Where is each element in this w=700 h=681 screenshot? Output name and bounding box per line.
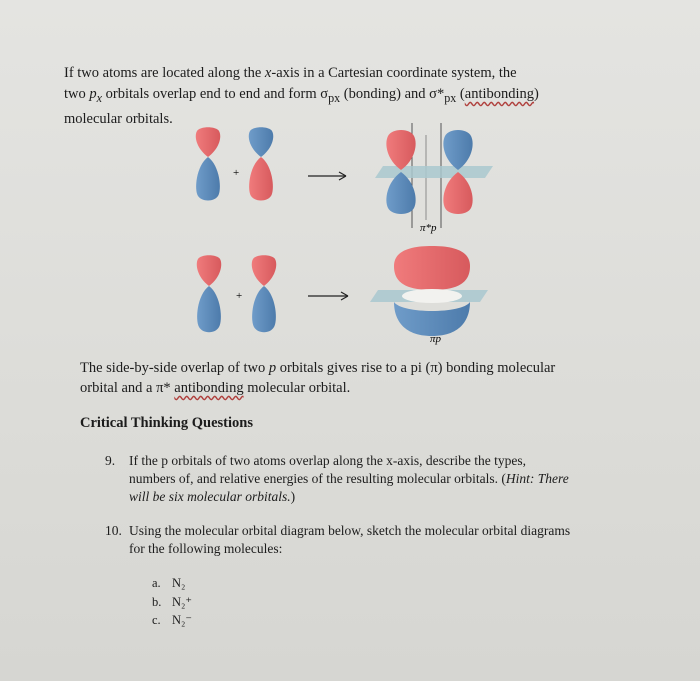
section-heading: Critical Thinking Questions	[80, 415, 253, 431]
intro-p: p	[89, 86, 97, 102]
intro-axis: x	[264, 65, 272, 81]
p-orbital-left-2	[197, 255, 221, 332]
caption-p: p	[268, 360, 277, 376]
subitem-text: N₂⁻	[172, 613, 192, 627]
subitem-a	[152, 576, 185, 591]
intro-p-sub: x	[96, 90, 102, 105]
subitem-b	[152, 594, 192, 610]
p-orbital-left-1	[196, 127, 220, 200]
question-line: numbers of, and relative energies of the resulting molecular orbitals. (	[129, 471, 506, 486]
subitem-letter: a.	[152, 576, 161, 590]
subitem-text: N₂⁺	[172, 595, 192, 609]
sigma-sub: px	[328, 90, 341, 105]
intro-text: -axis in a Cartesian coordinate system, the	[271, 65, 517, 81]
arrow-1	[308, 172, 346, 180]
question-number: 9.	[105, 453, 116, 468]
hint-text: Hint: There	[505, 471, 569, 486]
caption-text: orbital and a π*	[80, 380, 175, 396]
intro-text: )	[534, 86, 539, 102]
caption-text: The side-by-side overlap of two	[80, 360, 269, 376]
caption-text: molecular orbital.	[243, 380, 351, 396]
subitem-letter: b.	[152, 595, 162, 609]
question-line: Using the molecular orbital diagram below, sketch the molecular orbital diagrams	[129, 523, 571, 538]
p-orbital-right-1	[249, 127, 273, 200]
subitem-c	[152, 612, 192, 628]
label-pi: πp	[430, 333, 442, 345]
intro-text: molecular orbitals.	[64, 110, 173, 127]
intro-text: orbitals overlap end to end and form σ	[102, 86, 329, 102]
subitem-letter: c.	[152, 613, 161, 627]
caption-text: orbitals gives rise to a pi (π) bonding molecular	[276, 360, 556, 376]
label-pi-star: π*p	[420, 222, 437, 234]
question-number: 10.	[105, 523, 122, 538]
caption-paragraph	[80, 358, 600, 398]
antibonding-word: antibonding	[174, 380, 244, 396]
question-line: for the following molecules:	[129, 541, 283, 556]
intro-text: If two atoms are located along the	[64, 65, 265, 81]
antibonding-word: antibonding	[464, 86, 535, 102]
intro-text: two	[64, 86, 90, 102]
p-orbital-right-2	[252, 255, 276, 332]
question-text	[129, 522, 570, 558]
pi-star-orbital	[375, 123, 493, 228]
plus-sign-1: +	[233, 167, 240, 179]
plus-sign-2: +	[236, 290, 243, 302]
intro-text: (	[456, 86, 465, 102]
question-line: If the p orbitals of two atoms overlap along the x-axis, describe the types,	[129, 453, 527, 468]
hint-text: will be six molecular orbitals.	[129, 489, 291, 504]
arrow-2	[308, 292, 348, 300]
intro-text: (bonding) and σ*	[340, 86, 445, 102]
question-line: )	[290, 489, 296, 504]
pi-bonding-orbital	[370, 246, 488, 336]
question-text	[129, 452, 569, 506]
sigma-star-sub: px	[444, 90, 457, 105]
subitem-text: N₂	[172, 576, 186, 590]
